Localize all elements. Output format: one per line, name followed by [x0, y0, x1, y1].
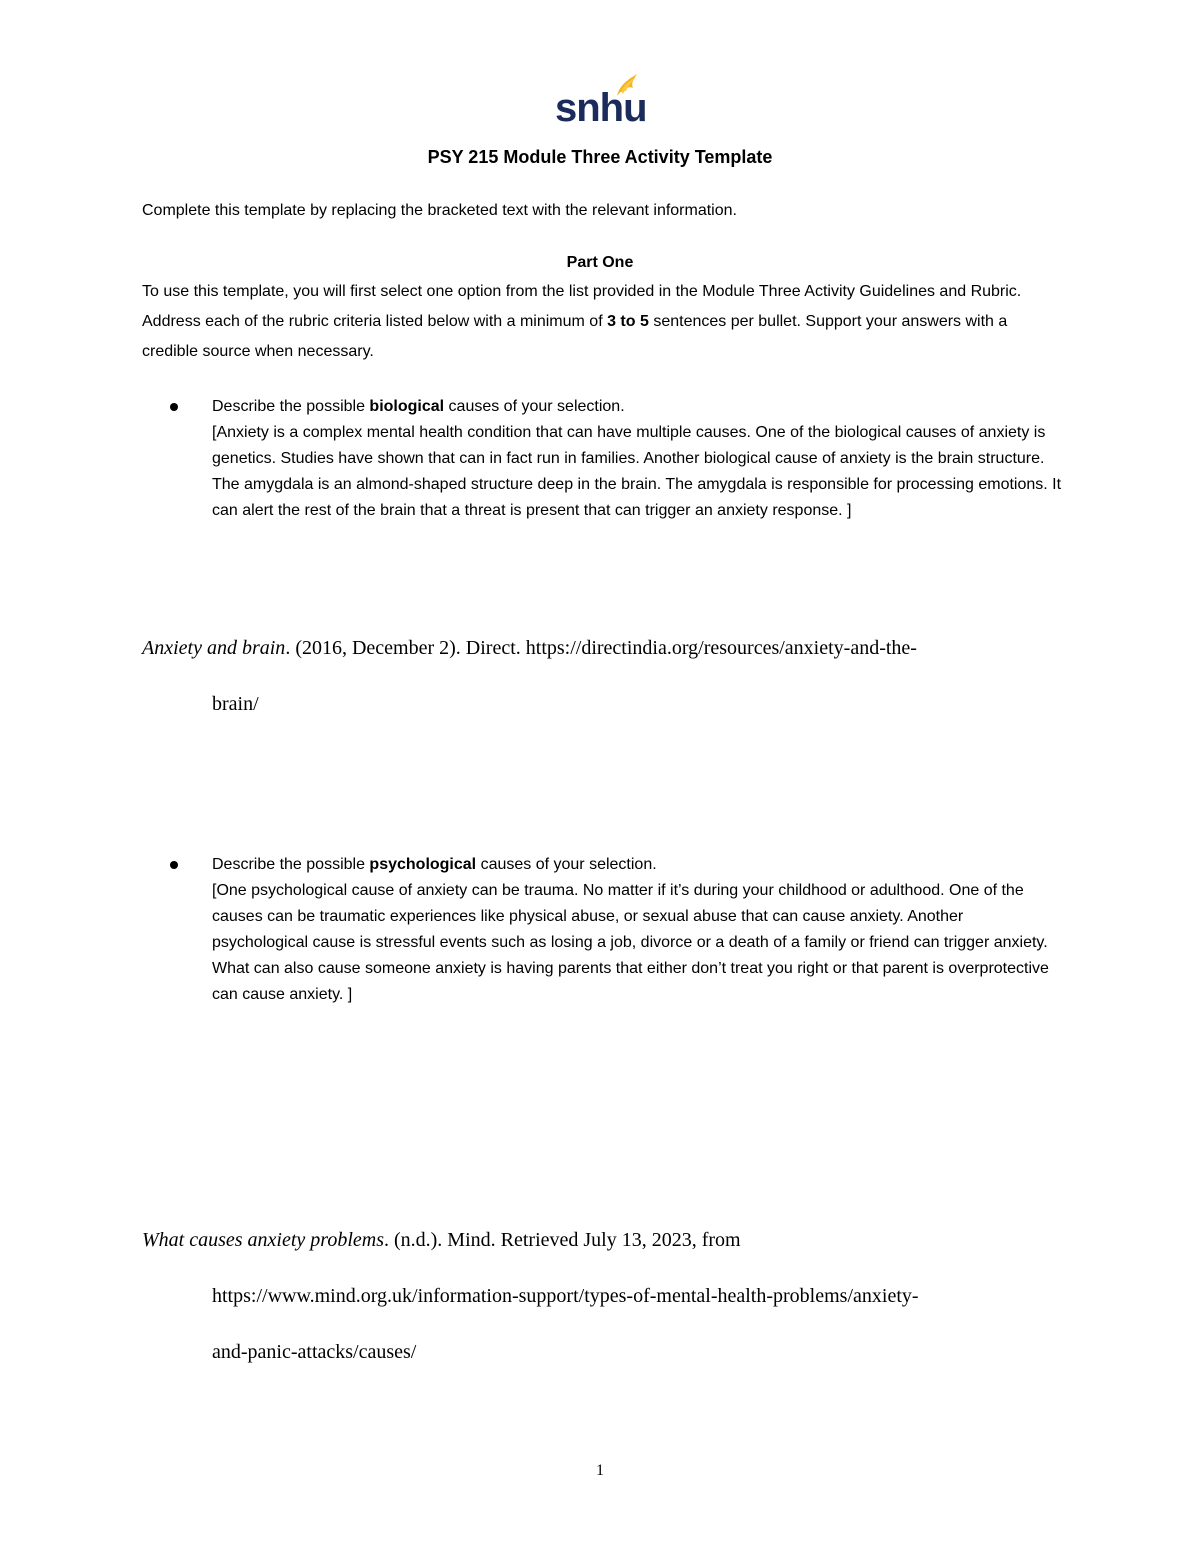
reference-title: Anxiety and brain	[142, 637, 286, 659]
prompt-bold-word: psychological	[369, 856, 477, 873]
bullet-answer: [Anxiety is a complex mental health condition that can have multiple causes. One of the biological causes of anxiety is genetics. Studies have shown that can in fact run in families. Another biological cause of anxiety is the brain structure. The amygdala is an almond-shaped structure deep in the brain. The amygdala is responsible for processing emotions. It can alert the rest of the brain that a threat is present that can trigger an anxiety response. ]	[212, 424, 1062, 519]
snhu-logo	[555, 72, 647, 132]
bullet-content	[212, 852, 1062, 1008]
reference-line	[142, 620, 1062, 676]
prompt-text-start: Describe the possible	[212, 856, 370, 873]
reference-continuation: brain/	[212, 693, 259, 715]
bullet-prompt	[212, 852, 1062, 878]
part-one-intro	[142, 277, 1057, 367]
reference-url: https://www.mind.org.uk/information-support/types-of-mental-health-problems/anxiety-	[212, 1285, 919, 1307]
instructions-text: Complete this template by replacing the bracketed text with the relevant information.	[142, 202, 737, 219]
bullet-dot-icon	[170, 403, 178, 411]
intro-text-end: sentences per bullet. Support your answers with a credible source when necessary.	[142, 313, 1008, 360]
bullet-content	[212, 394, 1062, 524]
reference-details: . (2016, December 2). Direct. https://directindia.org/resources/anxiety-and-the-	[285, 637, 917, 659]
page-title: PSY 215 Module Three Activity Template	[427, 147, 773, 167]
intro-bold-range: 3 to 5	[607, 313, 649, 330]
reference-title: What causes anxiety problems	[142, 1229, 384, 1251]
prompt-text-end: causes of your selection.	[444, 398, 625, 415]
page-number: 1	[596, 1462, 604, 1479]
reference-line	[142, 1212, 1062, 1268]
prompt-text-end: causes of your selection.	[476, 856, 657, 873]
prompt-bold-word: biological	[369, 398, 445, 415]
bullet-prompt	[212, 394, 1062, 420]
intro-text-start: To use this template, you will first select one option from the list provided in the Module Three Activity Guidelines and Rubric. Address each of the rubric criteria listed below with a minimum of	[142, 283, 1022, 330]
snhu-wordmark: snhu	[555, 86, 647, 130]
reference-2	[142, 1212, 1062, 1380]
reference-1	[142, 620, 1062, 732]
reference-continuation: and-panic-attacks/causes/	[212, 1341, 417, 1363]
part-one-heading: Part One	[566, 254, 634, 271]
reference-details: . (n.d.). Mind. Retrieved July 13, 2023, from	[383, 1229, 741, 1251]
bullet-answer: [One psychological cause of anxiety can be trauma. No matter if it’s during your childhood or adulthood. One of the causes can be traumatic experiences like physical abuse, or sexual abuse that can cause anxiety. Another psychological cause is stressful events such as losing a job, divorce or a death of a family or friend can trigger anxiety. What can also cause someone anxiety is having parents that either don’t treat you right or that parent is overprotective can cause anxiety. ]	[212, 882, 1049, 1003]
prompt-text-start: Describe the possible	[212, 398, 370, 415]
bullet-dot-icon	[170, 861, 178, 869]
